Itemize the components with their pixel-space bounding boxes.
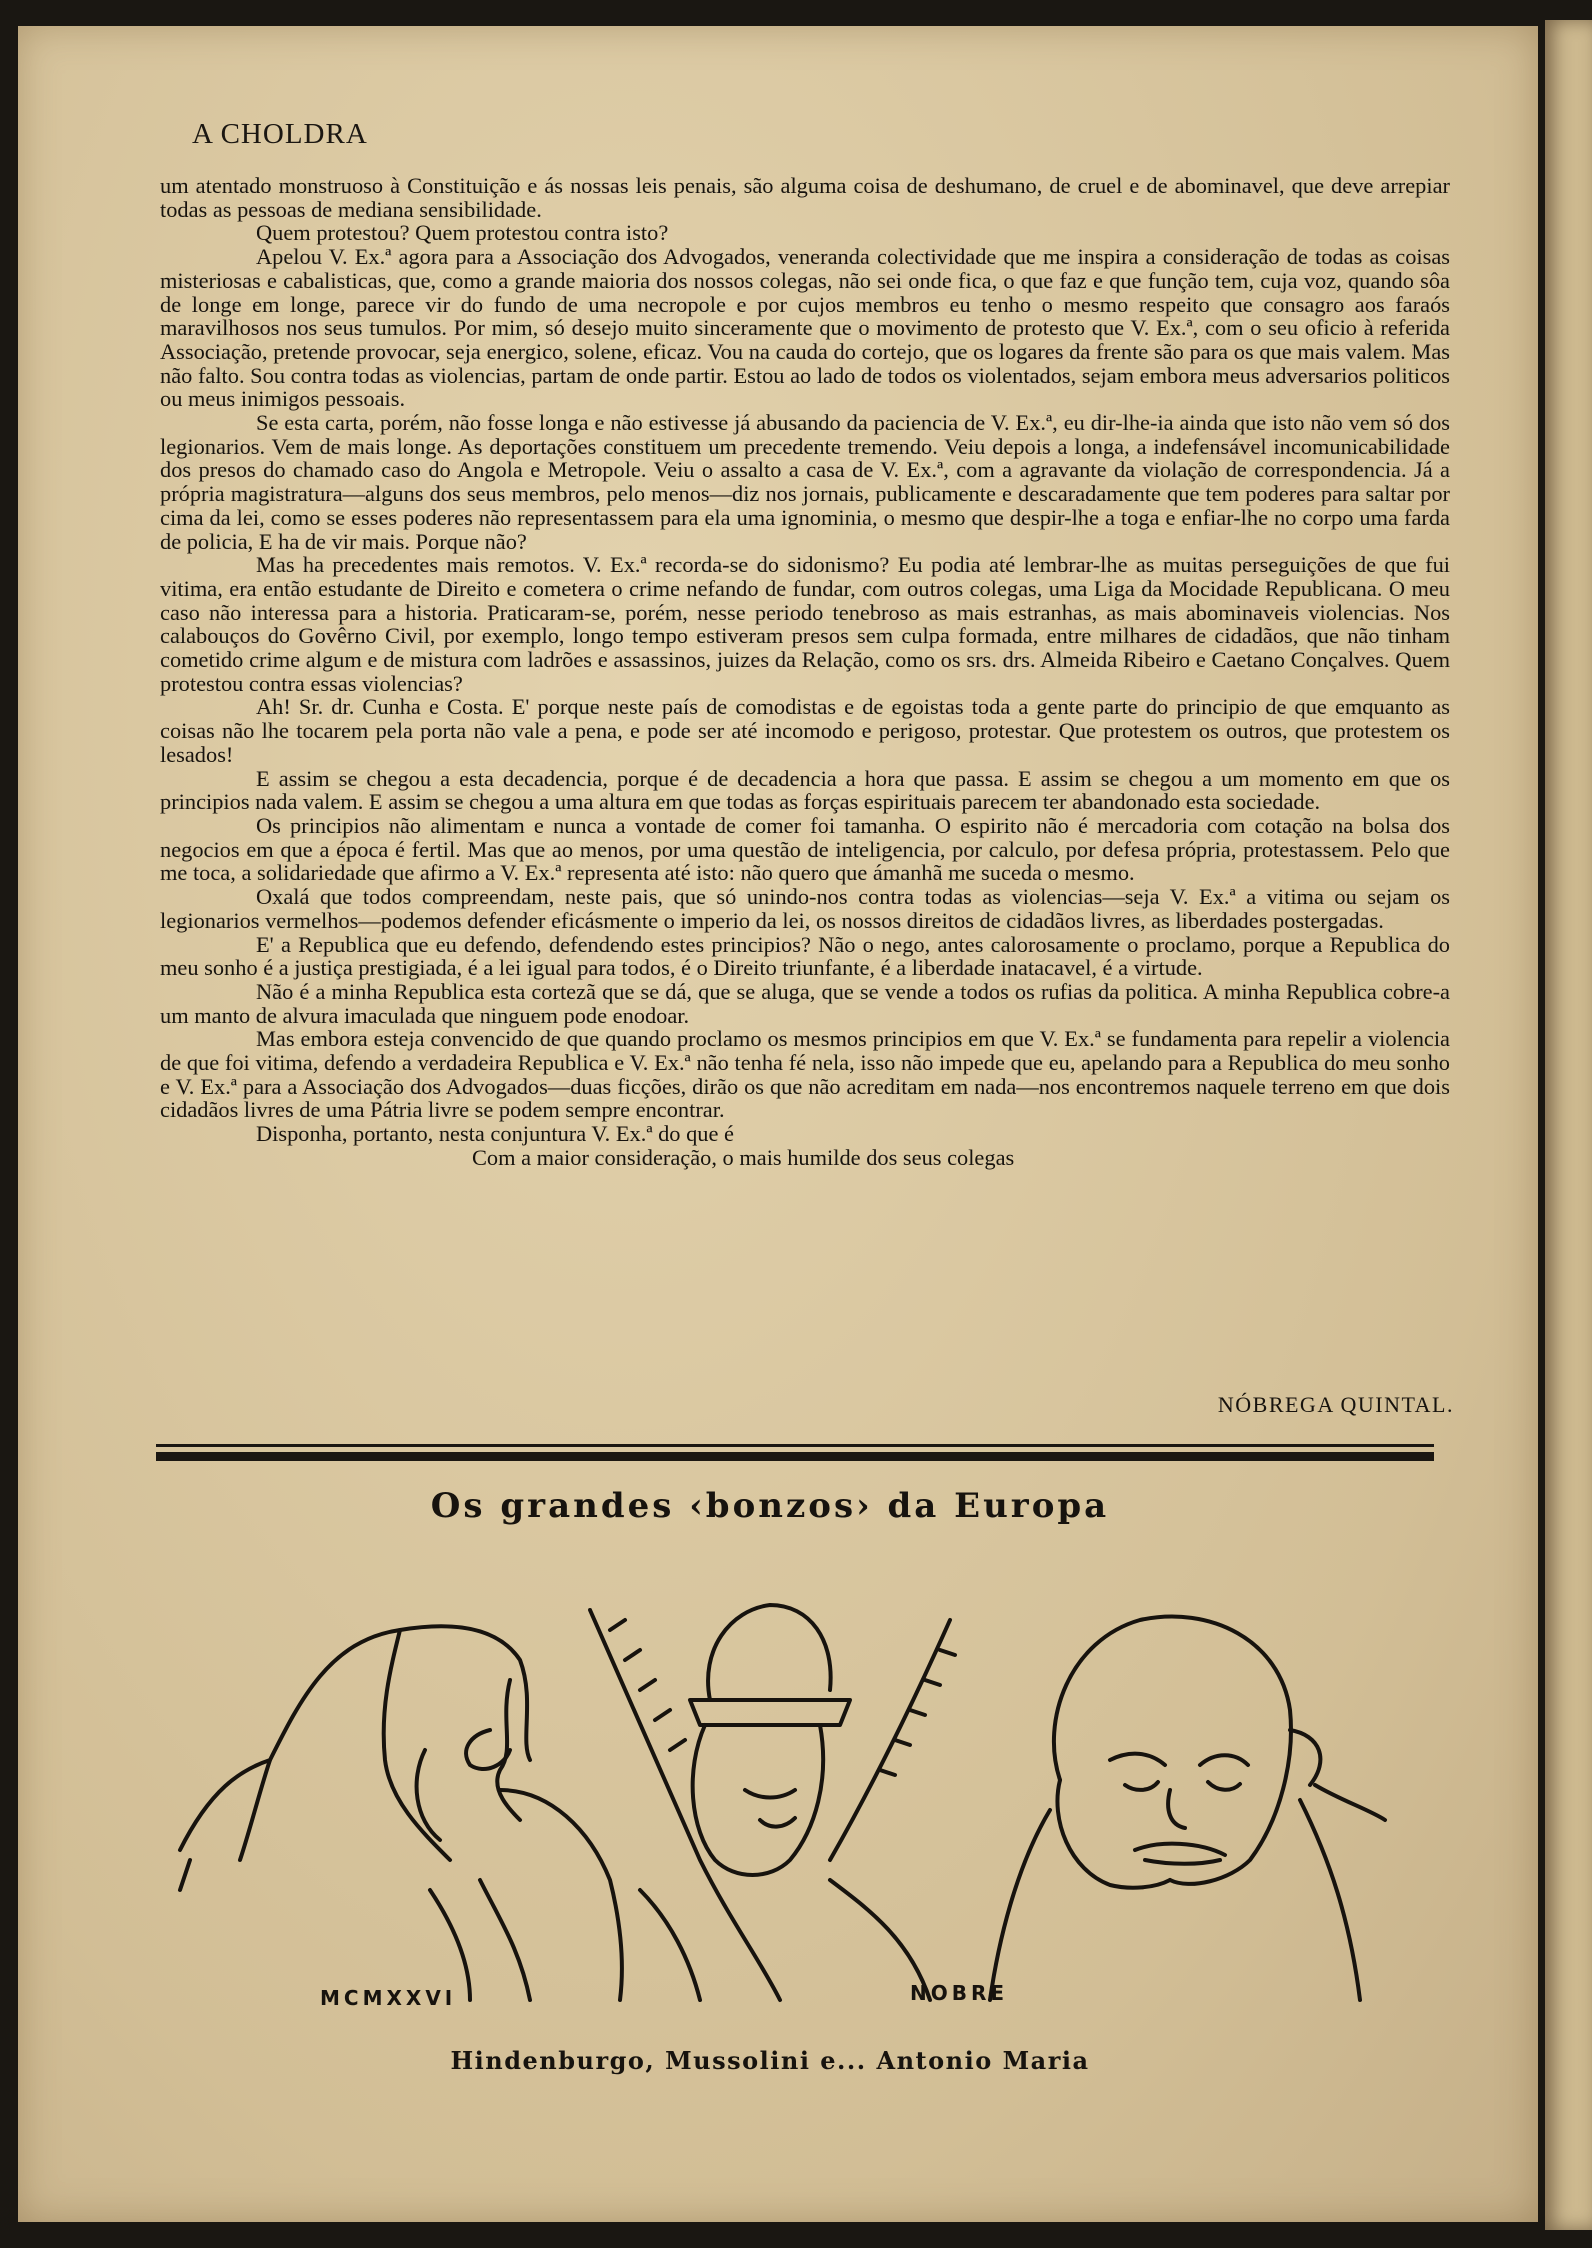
paragraph: Os principios não alimentam e nunca a vontade de comer foi tamanha. O espirito não é mercadoria com cotação na bolsa dos negocios em que a época é fertil. Mas que ao menos, por uma questão de inteligencia, por calculo, por defesa própria, protestassem. Pelo que me toca, a solidariedade que afirmo a V. Ex.ª representa até isto: não quero que ámanhã me suceda o mesmo.	[160, 812, 1450, 886]
caricature-drawing	[170, 1560, 1450, 2030]
paragraph: Apelou V. Ex.ª agora para a Associação dos Advogados, veneranda colectividade que me inspira a consideração de todas as coisas misteriosas e cabalisticas, que, como a grande maioria dos nossos colegas, não sei onde fica, o que faz e que função tem, cuja voz, quando sôa de longe em longe, parece vir do fundo de uma necropole e por cujos membros eu tenho o mesmo respeito que consagro aos faraós maravilhosos nos seus tumulos. Por mim, só desejo muito sinceramente que o movimento de protesto que V. Ex.ª, com o seu oficio à referida Associação, pretende provocar, seja energico, solene, eficaz. Vou na cauda do cortejo, que os logares da frente são para os que mais valem. Mas não falto. Sou contra todas as violencias, partam de onde partir. Estou ao lado de todos os violentados, sejam embora meus adversarios politicos ou meus inimigos pessoais.	[160, 244, 1450, 412]
cartoon-title: Os grandes ‹bonzos› da Europa	[430, 1486, 1110, 1526]
closing-line: Com a maior consideração, o mais humilde dos seus colegas	[472, 1144, 1015, 1170]
paragraph: E assim se chegou a esta decadencia, porque é de decadencia a hora que passa. E assim se chegou a um momento em que os principios nada valem. E assim se chegou a uma altura em que todas as forças espirituais parecem ter abandonado esta sociedade.	[160, 765, 1450, 815]
paragraph: Oxalá que todos compreendam, neste pais, que só unindo-nos contra todas as violencias—seja V. Ex.ª a vitima ou sejam os legionarios vermelhos—podemos defender eficásmente o imperio da lei, os nossos direitos de cidadãos livres, as liberdades postergadas.	[160, 884, 1450, 933]
date-mark: MCMXXVI	[320, 1986, 457, 2010]
hindenburg-caricature	[180, 1626, 622, 2000]
paragraph: Ah! Sr. dr. Cunha e Costa. E' porque neste país de comodistas e de egoistas toda a gente parte do principio de que emquanto as coisas não lhe tocarem pela porta não vale a pena, e pode ser até incomodo e perigoso, protestar. Que protestem os outros, que protestem os lesados!	[160, 694, 1450, 767]
paragraph: um atentado monstruoso à Constituição e ás nossas leis penais, são alguma coisa de deshumano, de cruel e de abominavel, que deve arrepiar todas as pessoas de mediana sensibilidade.	[160, 173, 1450, 222]
antonio-maria-caricature	[990, 1617, 1385, 2000]
paragraph: Se esta carta, porém, não fosse longa e não estivesse já abusando da paciencia de V. Ex.ª, eu dir-lhe-ia ainda que isto não vem só dos legionarios. Vem de mais longe. As deportações constituem um precedente tremendo. Veiu depois a longa, a indefensável incomunicabilidade dos presos do chamado caso do Angola e Metropole. Veiu o assalto a casa de V. Ex.ª, com a agravante da violação de correspondencia. Já a própria magistratura—alguns dos seus membros, pelo menos—diz nos jornais, publicamente e descaradamente que tem poderes para saltar por cima da lei, como se esses poderes não representassem para ela uma ignominia, o mesmo que despir-lhe a toga e enfiar-lhe no corpo uma farda de policia, E ha de vir mais. Porque não?	[160, 410, 1450, 554]
divider-rule-thick	[156, 1452, 1434, 1461]
paragraph: Mas ha precedentes mais remotos. V. Ex.ª recorda-se do sidonismo? Eu podia até lembrar-lhe as muitas perseguições de que fui vitima, era então estudante de Direito e cometera o crime nefando de fundar, com outros colegas, uma Liga da Mocidade Republicana. O meu caso não interessa para a historia. Praticaram-se, porém, nesse periodo tenebroso as mais estranhas, as mais abominaveis violencias. Nos calabouços do Govêrno Civil, por exemplo, longo tempo estiveram presos sem culpa formada, entre milhares de cidadãos, que não tinham cometido crime algum e de mistura com ladrões e assassinos, juizes da Relação, como os srs. drs. Almeida Ribeiro e Caetano Conçalves. Quem protestou contra essas violencias?	[160, 552, 1450, 696]
paragraph: Não é a minha Republica esta cortezã que se dá, que se aluga, que se vende a todos os rufias da politica. A minha Republica cobre-a um manto de alvura imaculada que ninguem pode enodoar.	[160, 978, 1450, 1028]
running-head: A CHOLDRA	[192, 118, 368, 150]
adjacent-page-edge	[1545, 20, 1592, 2230]
closing-line: Disponha, portanto, nesta conjuntura V. Ex.ª do que é	[256, 1121, 734, 1147]
paragraph: Mas embora esteja convencido de que quando proclamo os mesmos principios em que V. Ex.ª se fundamenta para repelir a violencia de que foi vitima, defendo a verdadeira Republica e V. Ex.ª não tenha fé nela, isso não impede que eu, apelando para a Republica do meu sonho e V. Ex.ª para a Associação dos Advogados—duas ficções, dirão os que não acreditam em nada—nos encontremos naquele terreno em que dois cidadãos livres de uma Pátria livre se podem sempre encontrar.	[160, 1026, 1450, 1123]
paragraph: Quem protestou? Quem protestou contra isto?	[256, 220, 669, 246]
mussolini-caricature	[590, 1605, 955, 2000]
artist-mark: NOBRE	[910, 1981, 1009, 2005]
letter-body	[160, 174, 1450, 1170]
paragraph: E' a Republica que eu defendo, defendendo estes principios? Não o nego, antes calorosamente o proclamo, porque a Republica do meu sonho é a justiça prestigiada, é a lei igual para todos, é o Direito triunfante, é a liberdade inatacavel, é a virtude.	[160, 931, 1450, 981]
cartoon-caption: Hindenburgo, Mussolini e... Antonio Maria	[450, 2046, 1090, 2075]
divider-rule-thin	[156, 1444, 1434, 1447]
author-signature: NÓBREGA QUINTAL.	[1217, 1392, 1454, 1417]
